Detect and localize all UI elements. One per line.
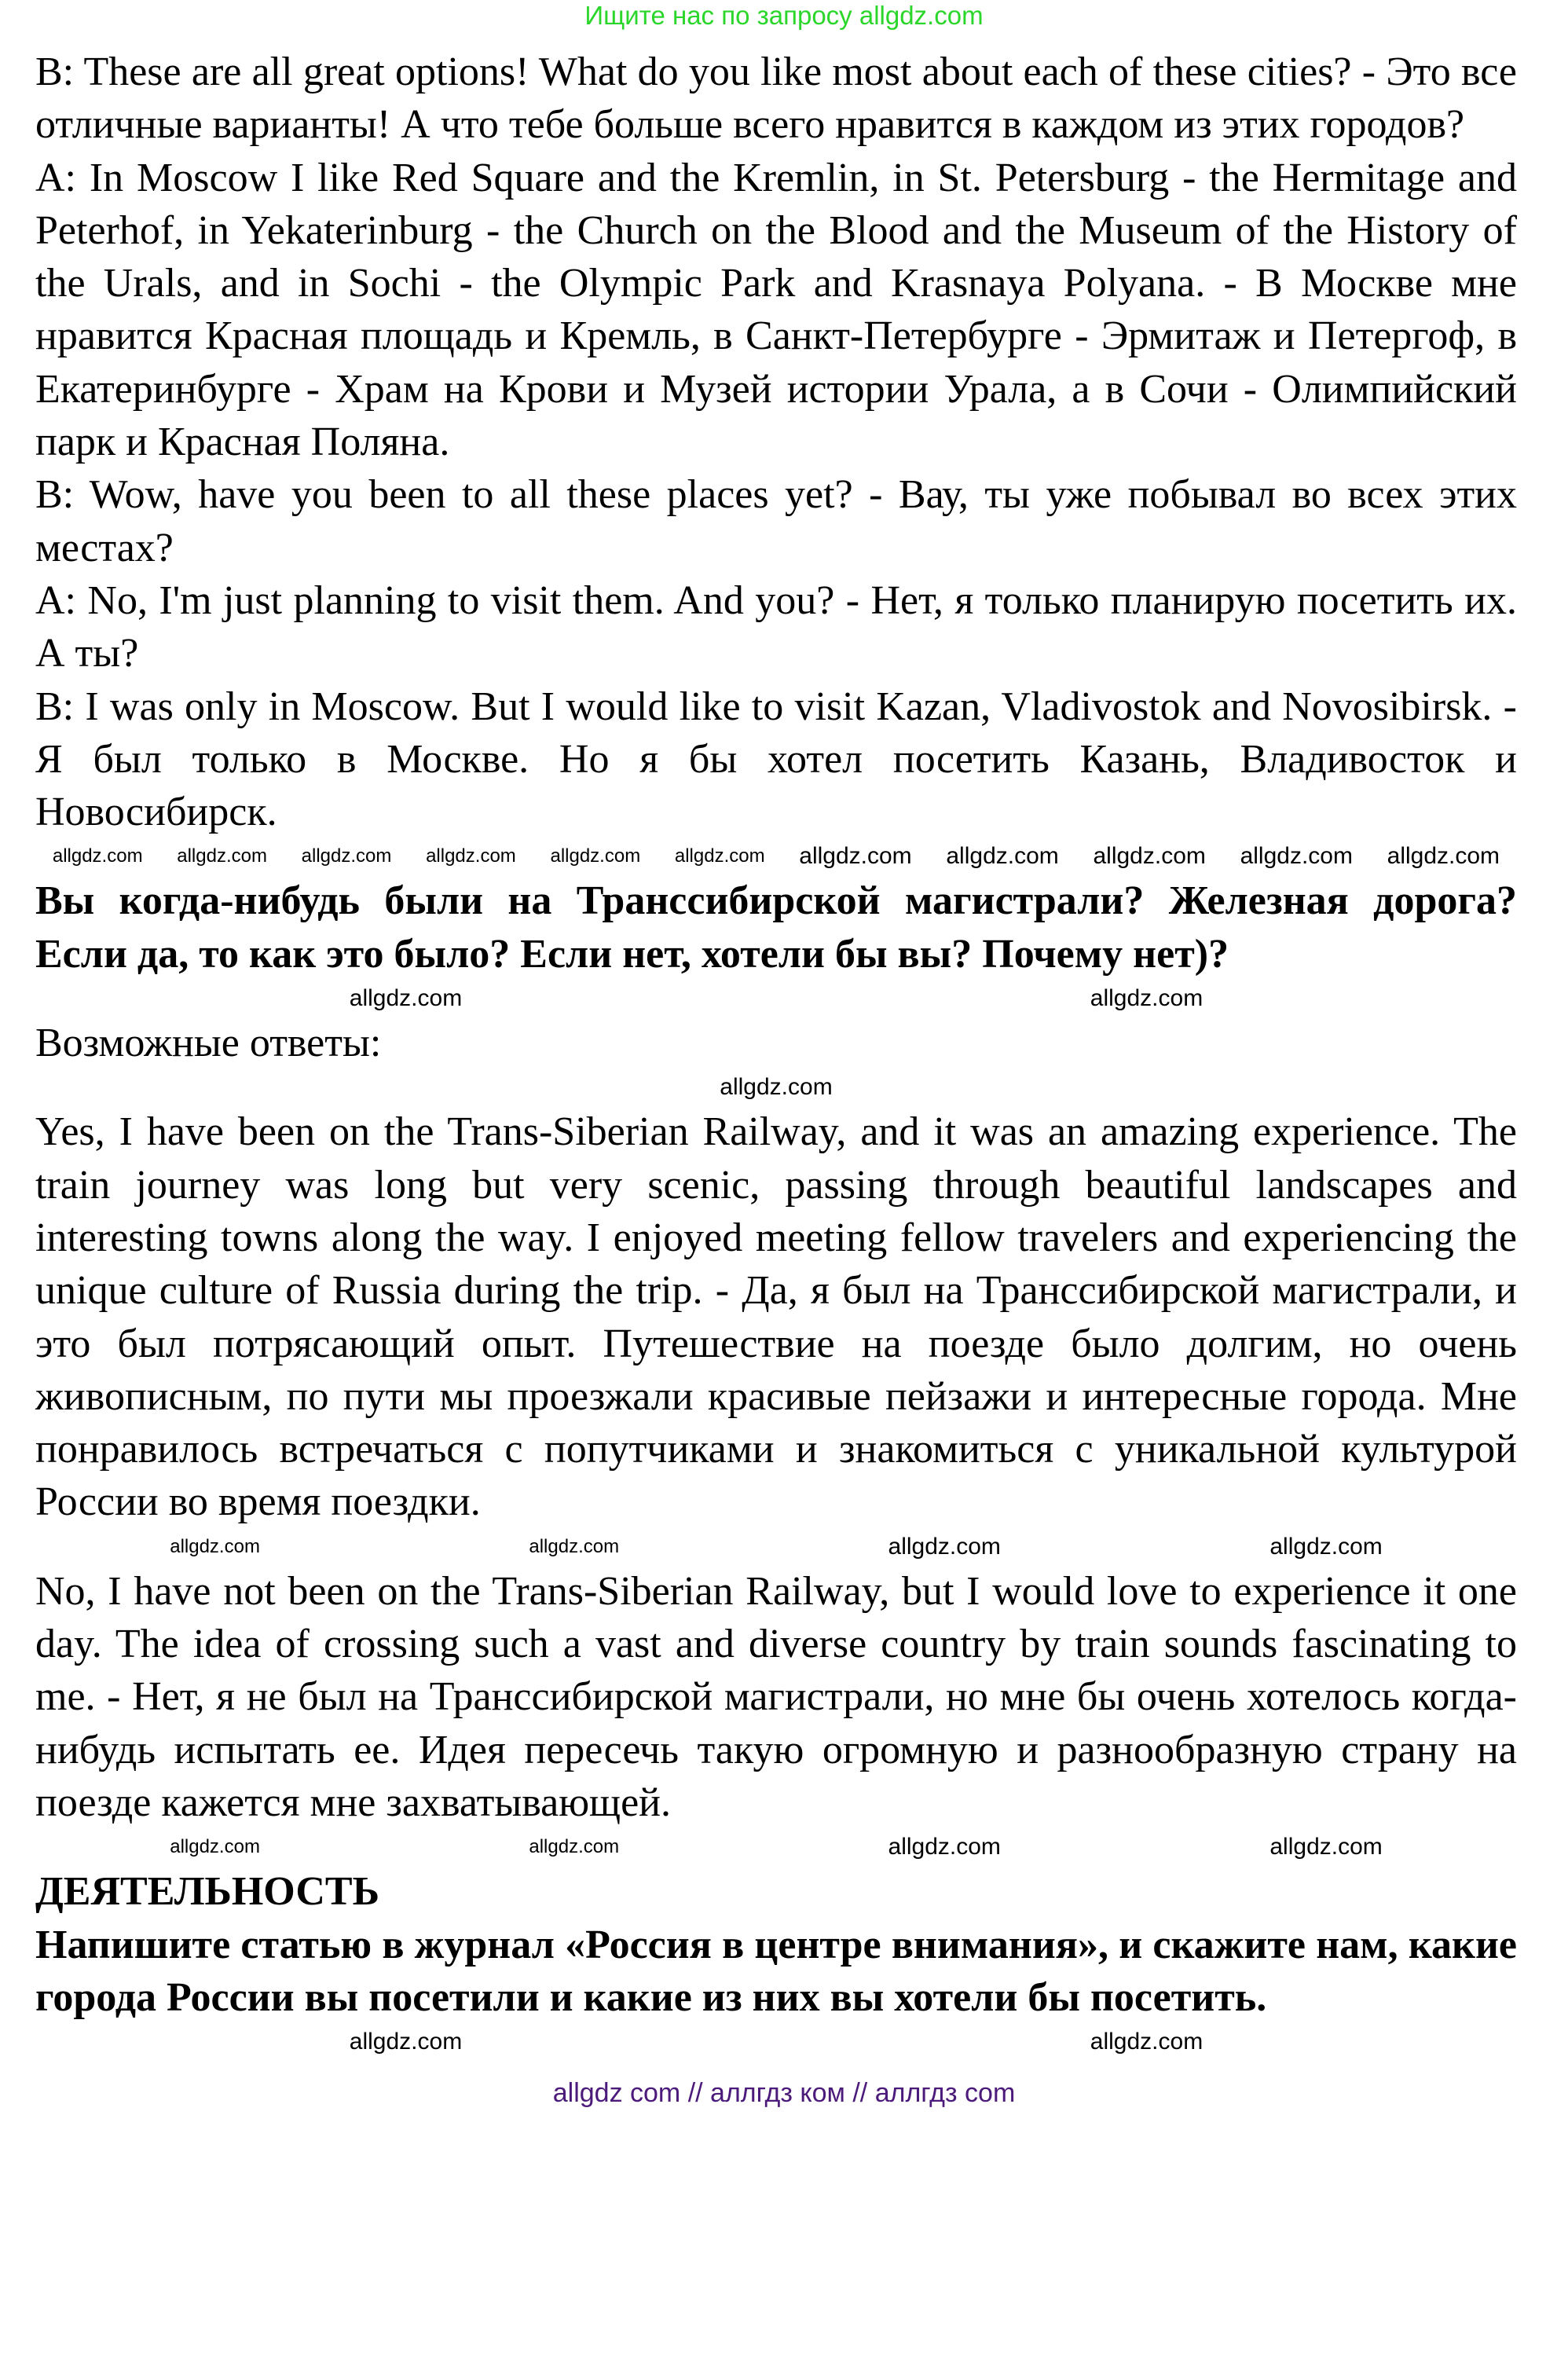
watermark: allgdz.com [799,843,912,870]
dialogue-line: B: I was only in Moscow. But I would like to visit Kazan, Vladivostok and Novosibirsk. - Я был только в Москве. Но я бы хотел посетить Казань, Владивосток и Новосибирск. [35,684,1517,835]
watermark: allgdz.com [529,1535,620,1557]
watermark: allgdz.com [301,845,392,867]
watermark: allgdz.com [674,845,765,867]
dialogue-line: A: In Moscow I like Red Square and the Kremlin, in St. Petersburg - the Hermitage and Peterhof, in Yekaterinburg - the Church on the Blood and the Museum of the History of the Urals, and in Sochi - the Olympic Park and Krasnaya Polyana. - В Москве мне нравится Красная площадь и Кремль, в Санкт-Петербурге - Эрмитаж и Петергоф, в Екатеринбурге - Храм на Крови и Музей истории Урала, а в Сочи - Олимпийский парк и Красная Поляна. [35,155,1517,465]
watermark: allgdz.com [720,1074,833,1101]
watermark: allgdz.com [550,845,641,867]
dialogue-line: B: Wow, have you been to all these places yet? - Вау, ты уже побывал во всех этих местах? [35,472,1517,570]
watermark: allgdz.com [888,1834,1001,1860]
watermark: allgdz.com [426,845,516,867]
watermark: allgdz.com [177,845,267,867]
search-hint-header: Ищите нас по запросу allgdz.com [584,1,984,30]
watermark-row [35,1529,1517,1565]
watermark: allgdz.com [1269,1834,1383,1860]
footer-links[interactable]: allgdz com // аллгдз ком // аллгдз com [552,2078,1016,2109]
watermark: allgdz.com [946,843,1059,870]
answer-no: No, I have not been on the Trans-Siberian Railway, but I would love to experience it one day. The idea of crossing such a vast and diverse country by train sounds fascinating to me. - Нет, я не был на Транссибирской магистрали, но мне бы очень хотелось когда-нибудь испытать ее. Идея пересечь такую огромную и разнообразную страну на поезде кажется мне захватывающей. [35,1568,1517,1825]
watermark: allgdz.com [529,1836,620,1858]
watermark-row [35,1069,1517,1105]
watermark: allgdz.com [1269,1533,1383,1560]
watermark: allgdz.com [1093,843,1206,870]
activity-section [35,1865,1517,2024]
watermark: allgdz.com [1090,2029,1203,2055]
watermark: allgdz.com [52,845,143,867]
watermark-row [35,981,1517,1017]
watermark: allgdz.com [349,2029,463,2055]
activity-title: ДЕЯТЕЛЬНОСТЬ [35,1869,379,1915]
watermark: allgdz.com [170,1836,260,1858]
watermark: allgdz.com [1240,843,1353,870]
watermark: allgdz.com [888,1533,1001,1560]
dialogue-line: B: These are all great options! What do you like most about each of these cities? - Это все отличные варианты! А что тебе больше всего нравится в каждом из этих городов? [35,49,1517,148]
watermark-row [35,1829,1517,1865]
watermark: allgdz.com [1090,985,1203,1012]
answer-yes: Yes, I have been on the Trans-Siberian Railway, and it was an amazing experience. The train journey was long but very scenic, passing through beautiful landscapes and interesting towns along the way. I enjoyed meeting fellow travelers and experiencing the unique culture of Russia during the trip. - Да, я был на Транссибирской магистрали, и это был потрясающий опыт. Путешествие на поезде было долгим, но очень живописным, по пути мы проезжали красивые пейзажи и интересные города. Мне понравилось встречаться с попутчиками и знакомиться с уникальной культурой России во время поездки. [35,1109,1517,1525]
dialogue-line: A: No, I'm just planning to visit them. And you? - Нет, я только планирую посетить их. А ты? [35,577,1517,676]
watermark-row [35,838,1517,874]
watermark: allgdz.com [1387,843,1500,870]
answers-label: Возможные ответы: [35,1021,382,1066]
activity-task: Напишите статью в журнал «Россия в центре внимания», и скажите нам, какие города России вы посетили и какие из них вы хотели бы посетить. [35,1922,1517,2020]
watermark: allgdz.com [170,1535,260,1557]
watermark: allgdz.com [349,985,463,1012]
dialogue-block [35,46,1517,838]
question-heading: Вы когда-нибудь были на Транссибирской магистрали? Железная дорога? Если да, то как это было? Если нет, хотели бы вы? Почему нет)? [35,878,1517,977]
watermark-row [35,2024,1517,2060]
